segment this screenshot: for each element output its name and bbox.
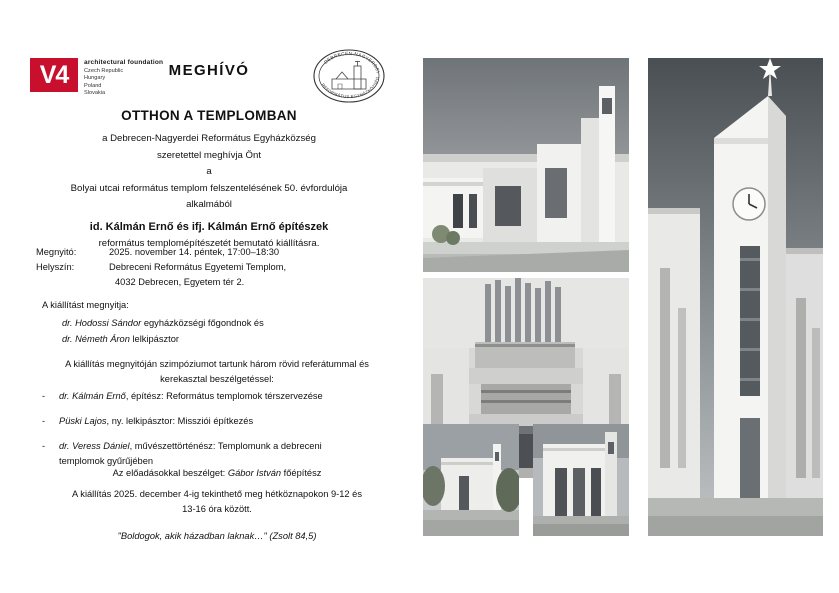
- v4-country: Slovakia: [84, 90, 106, 97]
- detail-row-opening: [36, 245, 406, 260]
- church-facade-detail-photo: [533, 424, 629, 536]
- photo-collage: [423, 58, 823, 536]
- event-details: [36, 245, 406, 290]
- svg-text:DEBRECEN-NAGYERDEI: DEBRECEN-NAGYERDEI: [323, 50, 381, 74]
- v4-country: Czech Republic: [84, 67, 124, 74]
- list-item: [42, 389, 402, 404]
- opening-people: [62, 316, 412, 348]
- list-bullet: -: [42, 391, 46, 401]
- v4-country: Hungary: [84, 75, 106, 82]
- speaker-topic-continued: templomok gyűrűjében: [59, 455, 154, 466]
- symposium-line-1: A kiállítás megnyitóján szimpóziumot tartunk három rövid referátummal és: [65, 359, 369, 369]
- detail-row-venue-address: [36, 275, 406, 290]
- visiting-line-1: A kiállítás 2025. december 4-ig tekinthető meg hétköznapokon 9-12 és: [72, 489, 362, 499]
- v4-logo-mark: V4: [30, 58, 78, 92]
- person-name: dr. Németh Áron: [62, 333, 130, 344]
- intro-line-2: szeretettel meghívja Önt: [157, 149, 261, 161]
- moderator-line: [42, 466, 392, 481]
- list-item-text: [59, 439, 402, 469]
- kicker-heading: MEGHÍVÓ: [168, 62, 250, 79]
- text-column: [0, 0, 418, 593]
- symposium-line-2: kerekasztal beszélgetéssel:: [160, 374, 274, 385]
- list-item-text: [59, 414, 402, 429]
- v4-country: Poland: [84, 82, 102, 89]
- moderator-prefix: Az előadásokkal beszélget:: [112, 468, 228, 478]
- opening-person-2: [62, 332, 412, 348]
- moderator-suffix: főépítész: [281, 468, 322, 478]
- bible-quote: "Boldogok, akik házadban laknak…" (Zsolt 84,5): [117, 531, 317, 541]
- church-exterior-entrance-photo: [423, 58, 629, 272]
- list-bullet: -: [42, 415, 46, 426]
- visiting-hours: [32, 487, 402, 517]
- v4-logo-title: architectural foundation: [84, 59, 164, 66]
- speaker-topic: , építész: Református templomok térszervezése: [125, 391, 323, 401]
- speaker-name: dr. Veress Dániel: [59, 440, 130, 451]
- intro-line-1: a Debrecen-Nagyerdei Református Egyházközség: [102, 133, 316, 144]
- list-item: [42, 439, 402, 469]
- intro-line-5: alkalmából: [186, 199, 232, 210]
- speaker-topic: , művészettörténész: Templomunk a debreceni: [129, 440, 322, 451]
- detail-row-venue: [36, 260, 406, 275]
- list-item-text: [59, 389, 402, 404]
- church-exterior-trees-photo: [423, 424, 519, 536]
- person-role: lelkipásztor: [129, 333, 179, 344]
- speaker-name: Püski Lajos: [59, 415, 107, 426]
- list-item: [42, 414, 402, 429]
- list-bullet: -: [42, 440, 46, 451]
- speaker-topic: , ny. lelkipásztor: Missziói építkezés: [106, 415, 254, 426]
- opening-person-1: [62, 316, 412, 332]
- intro-line-7: református templomépítészetét bemutató kiállításra.: [98, 238, 320, 250]
- person-role: egyházközségi főgondnok és: [141, 318, 264, 328]
- intro-line-3: a: [206, 166, 212, 177]
- detail-value-2: 4032 Debrecen, Egyetem tér 2.: [115, 277, 245, 288]
- architects-line: id. Kálmán Ernő és ifj. Kálmán Ernő építészek: [89, 220, 329, 233]
- visiting-line-2: 13-16 óra között.: [182, 504, 252, 515]
- detail-value: Debreceni Református Egyetemi Templom,: [109, 262, 287, 273]
- detail-label: Megnyitó:: [36, 247, 77, 257]
- opening-lead: A kiállítást megnyitja:: [42, 300, 129, 310]
- speaker-name: dr. Kálmán Ernő: [59, 391, 126, 401]
- symposium-intro: [42, 357, 392, 387]
- page-title: OTTHON A TEMPLOMBAN: [121, 108, 297, 123]
- detail-value: 2025. november 14. péntek, 17:00–18:30: [109, 247, 280, 257]
- svg-text:REFORMÁTUS EGYHÁZKÖZSÉG: REFORMÁTUS EGYHÁZKÖZSÉG: [320, 76, 381, 100]
- detail-label: Helyszín:: [36, 262, 75, 273]
- moderator-name: Gábor István: [227, 468, 282, 478]
- person-name: dr. Hodossi Sándor: [62, 318, 142, 328]
- intro-block: [20, 131, 398, 253]
- intro-line-4: Bolyai utcai református templom felszentelésének 50. évfordulója: [70, 182, 348, 194]
- church-tower-with-star-photo: [648, 58, 823, 536]
